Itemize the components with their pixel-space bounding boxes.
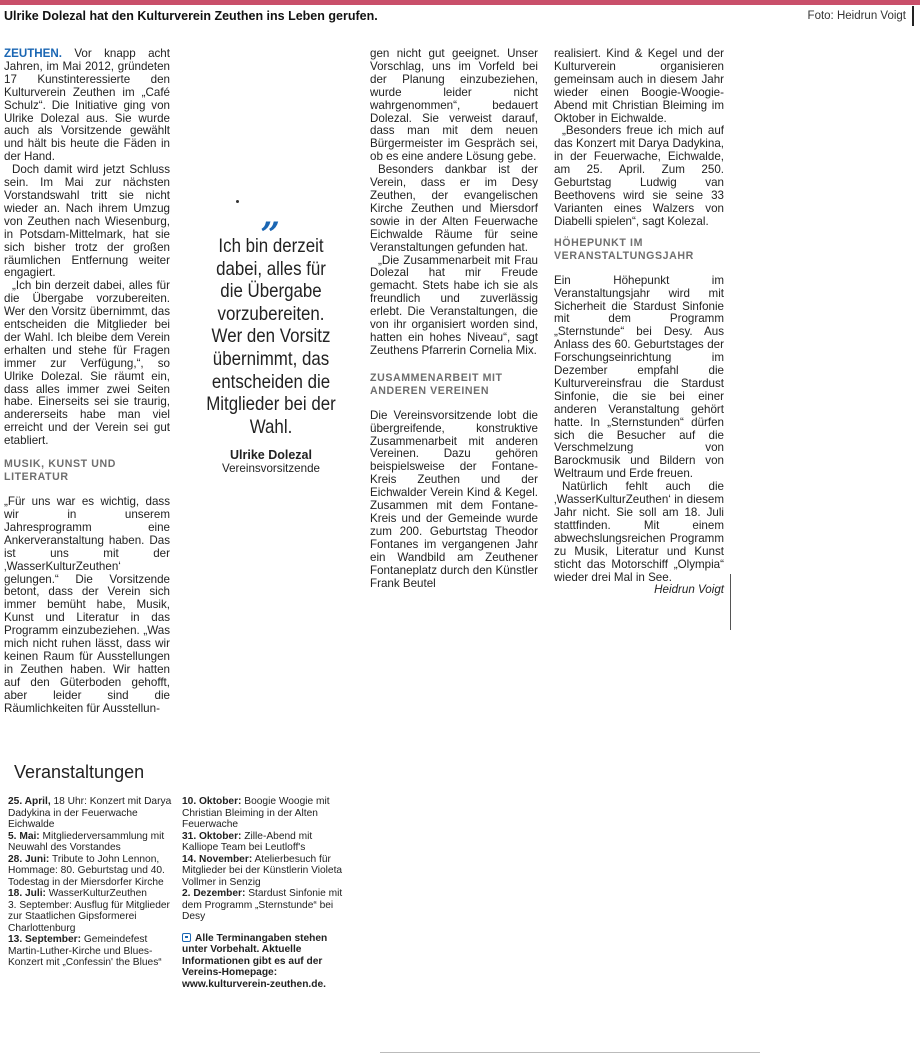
quote-author-role: Vereinsvorsitzende <box>222 462 320 475</box>
paragraph: Die Vereinsvorsitzende lobt die übergreifende, konstruktive Zusammenarbeit mit anderen Vereinen. Dazu gehören beispielsweise der Fontane-Kreis Zeuthen und der Eichwalder Verein Kind & Kegel. Zusammen mit dem Fontane-Kreis und der Gemeinde wurde zum 200. Geburtstag Theodor Fontanes im vergangenen Jahr ein Wandbild am Zeuthener Fontaneplatz durch den Künstler Frank Beutel <box>370 408 538 590</box>
page-rule <box>380 1052 760 1053</box>
paragraph: Natürlich fehlt auch die ‚WasserKulturZeuthen‘ in diesem Jahr nicht. Sie soll am 18. Juli stattfinden. Mit einem abwechslungsreichen Programm zu Musik, Literatur und Kunst sticht das Motorschiff „Olympia“ wieder drei Mal in See. Heidrun Voigt <box>554 480 724 597</box>
dot-mark <box>236 200 239 203</box>
subheading: ZUSAMMENARBEIT MIT ANDEREN VEREINEN <box>370 371 503 397</box>
article-column-3 <box>370 48 538 590</box>
quote-author: Ulrike Dolezal <box>230 448 312 462</box>
photo-credit: Foto: Heidrun Voigt <box>807 10 906 22</box>
dateline: ZEUTHEN. <box>4 47 62 60</box>
paragraph: gen nicht gut geeignet. Unser Vorschlag, uns im Vorfeld bei der Planung einzubeziehen, wurde leider nicht wahrgenommen“, bedauert Dolezal. Sie verweist darauf, dass man mit dem neuen Bürgermeister im Gespräch sei, ob es eine andere Lösung gebe. <box>370 47 538 164</box>
event-item: 25. April, 18 Uhr: Konzert mit Darya Dadykina in der Feuerwache Eichwalde <box>8 796 172 830</box>
article-column-4 <box>554 48 724 597</box>
author-signature: Heidrun Voigt <box>654 583 724 597</box>
paragraph: realisiert. Kind & Kegel und der Kulturverein organisieren gemeinsam auch in diesem Jahr wieder einen Boogie-Woogie-Abend mit Christian Bleiming im Oktober in Eichwalde. <box>554 47 724 125</box>
event-item: 18. Juli: WasserKulturZeuthen <box>8 888 147 899</box>
event-item: 5. Mai: Mitgliederversammlung mit Neuwahl des Vorstandes <box>8 830 165 853</box>
event-item: 31. Oktober: Zille-Abend mit Kalliope Team bei Leutloff's <box>182 830 313 853</box>
paragraph: Ein Höhepunkt im Veranstaltungsjahr wird mit Sicherheit die Stardust Sinfonie mit dem Programm „Sternstunde“ bei Desy. Aus Anlass des 60. Geburtstages der Forschungseinrichtung im Dezember empfahl die Kulturvereinsfrau die Stardust Sinfonie, die sie bei einer anderen Veranstaltung gehört hatte. In „Sternstunden“ dürfen sich die Besucher auf die Verschmelzung von Barockmusik und Bildern von Weltraum und Erde freuen. <box>554 273 724 481</box>
quote-mark-icon: „ <box>261 196 281 236</box>
column-rule <box>730 574 731 630</box>
events-column-2 <box>182 796 344 990</box>
subheading: HÖHEPUNKT IM VERANSTALTUNGSJAHR <box>554 236 694 262</box>
photo-bottom-edge <box>0 0 920 5</box>
event-item: 10. Oktober: Boogie Woogie mit Christian Bleiming in der Alten Feuerwache <box>182 796 330 830</box>
column-rule <box>912 6 914 26</box>
events-column-1 <box>8 796 173 969</box>
event-item: 3. September: Ausflug für Mitglieder zur Staatlichen Gipsformerei Charlottenburg <box>8 899 170 934</box>
paragraph: „Für uns war es wichtig, dass wir in unserem Jahresprogramm eine Ankerveranstaltung haben. Das ist uns mit der ‚WasserKulturZeuthen‘ gelungen.“ Die Vorsitzende betont, dass der Verein sich immer bemüht habe, Musik, Kunst und Literatur in das Programm einzubeziehen. „Was mich nicht ruhen lässt, dass wir keinen Raum für Ausstellungen in Zeuthen haben. Wir hatten auf den Güterboden gehofft, aber leider sind die Räumlichkeiten für Ausstellun- <box>4 495 170 715</box>
paragraph: „Ich bin derzeit dabei, alles für die Übergabe vorzubereiten. Wer den Vorsitz übernimmt, das entscheiden die Mitglieder bei der Wahl. Ich bleibe dem Verein erhalten und stehe für Fragen immer zur Verfügung,“, so Ulrike Dolezal. Sie räumt ein, dass alles immer zwei Seiten habe. Einerseits sei sie traurig, andererseits habe man viel erreicht und der Verein sei gut etabliert. <box>4 279 170 448</box>
pull-quote: Ich bin derzeit dabei, alles für die Übergabe vorzubereiten. Wer den Vorsitz übernimmt, das entscheiden die Mitglieder bei der Wahl. <box>206 236 336 438</box>
photo-caption: Ulrike Dolezal hat den Kulturverein Zeuthen ins Leben gerufen. <box>4 9 378 23</box>
event-item: 14. November: Atelierbesuch für Mitglieder bei der Künstlerin Violeta Vollmer in Senzig <box>182 853 343 888</box>
subheading: MUSIK, KUNST UND LITERATUR <box>4 458 117 484</box>
events-notice: Alle Terminangaben stehen unter Vorbehalt. Aktuelle Informationen gibt es auf der Vereins-Homepage: www.kulturverein-zeuthen.de. <box>182 932 328 990</box>
event-item: 13. September: Gemeindefest Martin-Luther-Kirche und Blues-Konzert mit „Confessin' the Blues“ <box>8 934 162 968</box>
paragraph: ZEUTHEN. Vor knapp acht Jahren, im Mai 2012, gründeten 17 Kunstinteressierte den Kulturverein Zeuthen im „Café Schulz“. Die Initiative ging von Ulrike Dolezal aus. Sie wurde auch als Vorsitzende gewählt und hält bis heute die Fäden in der Hand. <box>4 47 170 164</box>
info-icon <box>182 933 191 942</box>
event-item: 28. Juni: Tribute to John Lennon, Hommage: 80. Geburtstag und 40. Todestag in der Miersdorfer Kirche <box>8 853 165 888</box>
article-column-1 <box>4 48 170 716</box>
events-title: Veranstaltungen <box>14 762 145 782</box>
paragraph: Besonders dankbar ist der Verein, dass er im Desy Zeuthen, der evangelischen Kirche Zeuthen und Miersdorf sowie in der Alten Feuerwache Eichwalde Räume für seine Veranstaltungen gefunden hat. <box>370 163 538 254</box>
paragraph: Doch damit wird jetzt Schluss sein. Im Mai zur nächsten Vorstandswahl tritt sie nicht wieder an. Nach ihrem Umzug von Zeuthen nach Wiesenburg, in Potsdam-Mittelmark, hat sie sich bisher trotz der großen räumlichen Entfernung weiter engagiert. <box>4 163 170 280</box>
paragraph: „Die Zusammenarbeit mit Frau Dolezal hat mir Freude gemacht. Stets habe ich sie als freundlich und zuverlässig erlebt. Die Veranstaltungen, die von ihr organisiert worden sind, hatten ein hohes Niveau“, sagt Zeuthens Pfarrerin Cornelia Mix. <box>370 253 538 357</box>
paragraph: „Besonders freue ich mich auf das Konzert mit Darya Dadykina, in der Feuerwache, Eichwalde, am 25. April. Zum 250. Geburtstag Ludwig van Beethovens wird sie seine 33 Varianten eines Walzers von Diabelli spielen“, sagt Kolezal. <box>554 124 724 228</box>
event-item: 2. Dezember: Stardust Sinfonie mit dem Programm „Sternstunde“ bei Desy <box>182 888 343 922</box>
